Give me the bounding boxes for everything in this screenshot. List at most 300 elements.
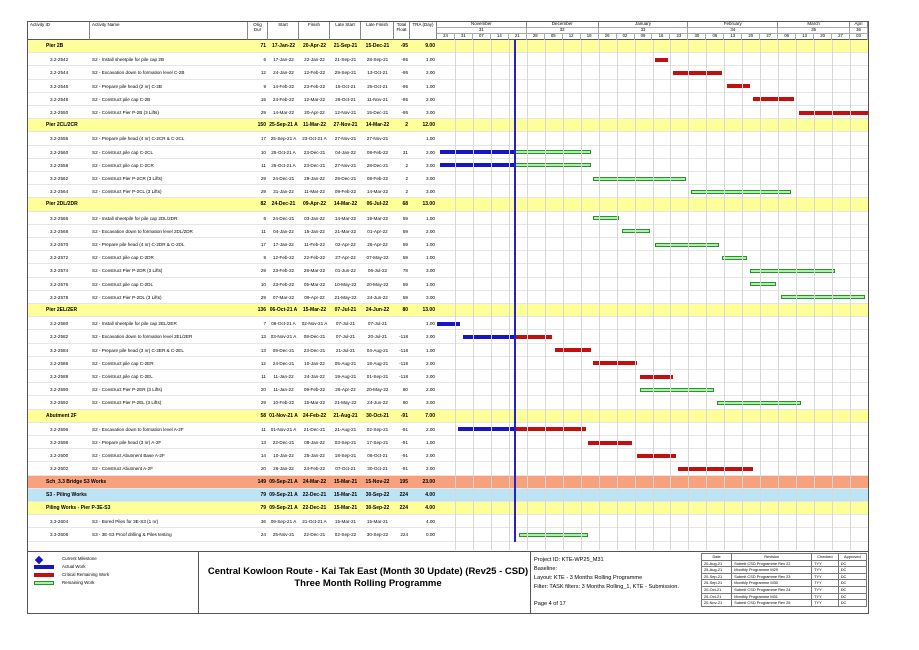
cell-start: 04-Jan-22	[273, 228, 294, 234]
cell-id: Pier 2B	[46, 43, 64, 49]
week-gridline	[724, 40, 725, 550]
col-header-tra[interactable]: TRA (Day)	[410, 22, 437, 40]
cell-tf: 195	[399, 478, 408, 485]
cell-finish: 12-Feb-22	[303, 70, 326, 76]
page-number: Page 4 of 17	[534, 601, 566, 607]
cell-name: S2 - Construct Pier P-2DR (3 Lifts)	[92, 268, 163, 274]
cell-tra: 2.00	[426, 466, 435, 472]
cell-start: 06-Oct-21 A	[271, 321, 296, 327]
cell-ls: 07-Jul-21	[335, 321, 356, 327]
cell-tra: 2.00	[426, 334, 435, 340]
cell-id: Sch_3.3 Bridge S3 Works	[46, 478, 107, 485]
cell-lf: 07-May-22	[366, 255, 389, 261]
cell-name: S2 - Construct Pier P-2CL (3 Lifts)	[92, 189, 162, 195]
cell-finish: 05-Mar-22	[303, 281, 326, 287]
remaining-work-bar[interactable]	[717, 401, 802, 405]
cell-id: 3.2-2568	[50, 228, 69, 234]
cell-ls: 27-Apr-22	[335, 255, 356, 261]
cell-ls: 15-Mar-21	[334, 519, 357, 525]
timeline-day: 13	[724, 34, 742, 40]
cell-id: 3.2-2576	[50, 281, 69, 287]
cell-lf: 30-Sep-22	[365, 505, 390, 511]
cell-finish: 24-Feb-22	[302, 412, 327, 419]
cell-start: 14-Feb-22	[272, 83, 295, 89]
timeline-day: 05	[545, 34, 563, 40]
critical-work-bar[interactable]	[753, 97, 794, 101]
cell-tra: 0.00	[426, 532, 435, 538]
cell-ls: 14-Mar-22	[333, 201, 358, 208]
cell-id: Pier 2CL/2CR	[46, 122, 78, 129]
cell-dur: 12	[260, 360, 266, 366]
cell-name: S2 - Excavation down to formation level 2DL/2DR	[92, 228, 193, 234]
cell-dur: 13	[260, 334, 266, 340]
cell-finish: 22-Dec-21	[302, 505, 327, 511]
layout-label: Layout: KTE - 3 Months Rolling Programme	[534, 575, 643, 581]
revision-row	[702, 580, 867, 587]
critical-work-bar[interactable]	[555, 348, 591, 352]
cell-dur: 29	[260, 268, 266, 274]
week-gridline	[796, 40, 797, 550]
cell-id: Pier 2DL/2DR	[46, 201, 78, 208]
col-header-late-start[interactable]: Late Start	[330, 22, 361, 40]
timeline-day: 19	[581, 34, 599, 40]
timeline-day: 02	[617, 34, 635, 40]
cell-start: 01-Nov-21 A	[270, 426, 297, 432]
col-header-total-float[interactable]: Total Float	[394, 22, 410, 40]
actual-work-bar[interactable]	[463, 335, 514, 339]
critical-work-bar[interactable]	[799, 111, 868, 115]
critical-work-bar[interactable]	[727, 84, 750, 88]
actual-work-swatch	[34, 565, 54, 569]
cell-id: Piling Works - Pier P-3E-S3	[46, 505, 111, 511]
cell-name: S2 - Construct pile cap C-2EL	[92, 374, 153, 379]
actual-work-bar[interactable]	[458, 427, 514, 431]
cell-tf: 59	[402, 281, 408, 287]
week-gridline	[760, 40, 761, 550]
cell-dur: 12	[260, 70, 266, 76]
actual-work-bar[interactable]	[437, 322, 460, 326]
cell-dur: 79	[260, 505, 266, 511]
remaining-work-bar[interactable]	[722, 256, 748, 260]
cell-ls: 21-Mar-22	[334, 228, 357, 234]
legend-remaining-label: Remaining Work	[62, 580, 95, 585]
legend-milestone-label: Current Milestone	[62, 556, 97, 561]
cell-tra: 3.00	[426, 110, 435, 115]
cell-finish: 24-Feb-22	[303, 466, 326, 472]
remaining-work-bar[interactable]	[750, 269, 835, 273]
cell-name: S2 - Prepare pile head (4 nr) C-2DR & C-2DL	[92, 242, 185, 247]
cell-lf: 13-Oct-21	[367, 70, 388, 76]
cell-finish: 11-Mar-22	[302, 122, 327, 129]
cell-id: S3 - Piling Works	[46, 491, 87, 498]
cell-tf	[394, 132, 410, 145]
cell-ls: 04-Jan-22	[335, 149, 356, 155]
cell-tf: 59	[402, 255, 408, 261]
cell-start: 01-Nov-21 A	[269, 412, 298, 419]
revision-cell: DC	[838, 593, 866, 600]
cell-tra: 1.00	[426, 215, 435, 221]
cell-tf: -95	[401, 110, 408, 115]
cell-finish: 09-Feb-22	[303, 387, 326, 393]
critical-work-bar[interactable]	[514, 335, 552, 339]
cell-start: 09-Sep-21 A	[269, 478, 298, 485]
cell-ls: 29-Sep-21	[334, 70, 357, 76]
critical-work-bar[interactable]	[588, 441, 632, 445]
timeline-week-number: 35	[778, 28, 850, 34]
cell-lf: 17-Sep-21	[366, 440, 389, 445]
cell-start: 25-Sep-21 A	[269, 122, 298, 129]
critical-work-bar[interactable]	[640, 375, 673, 379]
timeline-day: 27	[760, 34, 778, 40]
cell-tf: -95	[401, 57, 408, 63]
cell-name: S2 - Construct Pier P-2ER (3 Lifts)	[92, 387, 163, 393]
revision-header-cell: Approved	[838, 554, 866, 561]
cell-tra: 1.00	[426, 440, 435, 445]
cell-start: 25-Sep-21 A	[270, 136, 297, 142]
cell-tra: 9.00	[425, 43, 435, 49]
revision-row	[702, 586, 867, 593]
cell-lf: 14-Mar-22	[365, 122, 390, 129]
remaining-work-bar[interactable]	[593, 177, 685, 181]
revision-cell: 25-Aug-21	[702, 567, 732, 574]
revision-cell: TYY	[812, 600, 839, 607]
col-header-activity-name[interactable]: Activity Name	[90, 22, 248, 40]
week-gridline	[814, 40, 815, 550]
cell-tf: 59	[402, 228, 408, 234]
legend-critical-label: Critical Remaining Work	[62, 572, 110, 577]
cell-tf: 80	[402, 387, 408, 393]
cell-ls: 26-Oct-21	[335, 96, 356, 102]
cell-tra: 13.00	[422, 201, 435, 208]
cell-ls: 15-Oct-21	[335, 83, 356, 89]
cell-start: 06-Oct-21 A	[269, 307, 298, 313]
cell-finish: 23-Dec-21	[303, 347, 326, 353]
cell-tra: 3.00	[426, 162, 435, 168]
cell-finish: 09-Apr-22	[304, 294, 325, 300]
cell-start: 17-Jan-22	[273, 57, 294, 63]
cell-tf: 59	[402, 215, 408, 221]
timeline-month: December	[527, 22, 599, 28]
cell-id: 3.2-2562	[50, 176, 69, 181]
cell-dur: 11	[261, 162, 266, 168]
remaining-work-bar[interactable]	[622, 229, 650, 233]
cell-tra: 1.00	[426, 242, 435, 247]
cell-name: S2 - Construct pile cap C-2B	[92, 96, 151, 102]
cell-ls: 21-May-22	[334, 294, 357, 300]
cell-finish: 08-Dec-21	[303, 334, 326, 340]
cell-dur: 13	[260, 347, 266, 353]
timeline-day: 20	[814, 34, 832, 40]
cell-dur: 82	[260, 201, 266, 208]
week-gridline	[527, 40, 528, 550]
cell-name: S2 - Prepare pile head (4 nr) C-2CR & C-2CL	[92, 136, 185, 142]
remaining-work-bar[interactable]	[514, 150, 591, 154]
cell-name: S2 - Excavation down to formation level 2EL/2ER	[92, 334, 193, 340]
revision-cell: Submit CSD Programme Rev 23	[732, 573, 812, 580]
actual-work-bar[interactable]	[440, 163, 514, 167]
critical-work-bar[interactable]	[593, 361, 637, 365]
critical-work-bar[interactable]	[655, 58, 668, 62]
cell-start: 26-Jan-22	[273, 466, 294, 472]
cell-name: S2 - Construct Pier P-2B (3 Lifts)	[92, 110, 159, 115]
cell-dur: 20	[260, 466, 266, 472]
cell-id: 3.2-2546	[50, 83, 69, 89]
cell-ls: 02-Apr-22	[335, 242, 356, 247]
cell-start: 09-Dec-21	[272, 347, 295, 353]
cell-tf: -91	[401, 440, 408, 445]
cell-tra: 1.00	[426, 136, 435, 142]
cell-finish: 21-Oct-21 A	[302, 519, 327, 525]
week-gridline	[688, 40, 689, 550]
cell-lf: 30-Oct-21	[366, 412, 389, 419]
cell-name: S2 - Construct Abutment A-2F	[92, 466, 154, 472]
cell-tf: -118	[399, 334, 408, 340]
revision-cell: 20-Aug-21	[702, 560, 732, 567]
week-gridline	[563, 40, 564, 550]
col-header-finish[interactable]: Finish	[299, 22, 330, 40]
cell-start: 31-Jan-22	[273, 189, 294, 195]
cell-lf: 07-Jul-21	[367, 321, 388, 327]
cell-finish: 11-Feb-22	[304, 242, 325, 247]
cell-id: 3.2-2560	[50, 149, 69, 155]
revision-cell: DC	[838, 560, 866, 567]
revision-cell: Submit CSD Programme Rev 24	[732, 586, 812, 593]
cell-dur: 17	[260, 242, 266, 247]
cell-tf: 224	[399, 491, 408, 498]
cell-tra: 2.00	[426, 360, 435, 366]
timeline-day: 20	[742, 34, 760, 40]
cell-tra: 3.00	[426, 176, 435, 181]
cell-ls: 21-Aug-21	[333, 412, 358, 419]
cell-lf: 24-Jun-22	[367, 294, 388, 300]
cell-tra: 2.00	[426, 426, 435, 432]
cell-finish: 03-Jan-22	[304, 215, 325, 221]
cell-start: 11-Jan-22	[273, 374, 294, 379]
cell-lf: 08-Feb-22	[366, 176, 389, 181]
cell-ls: 07-Jul-21	[334, 307, 357, 313]
cell-tra: 3.00	[426, 400, 435, 406]
timeline-header	[437, 22, 868, 40]
cell-start: 25-Oct-21 A	[271, 149, 296, 155]
col-header-late-finish[interactable]: Late Finish	[361, 22, 394, 40]
cell-finish: 23-Feb-22	[303, 83, 326, 89]
cell-dur: 29	[260, 294, 266, 300]
cell-id: 3.2-2570	[50, 242, 69, 247]
timeline-month: March	[778, 22, 850, 28]
week-gridline	[850, 40, 851, 550]
timeline-day: 30	[688, 34, 706, 40]
cell-id: Abutment 2F	[46, 412, 77, 419]
cell-dur: 10	[260, 281, 266, 287]
cell-dur: 9	[263, 255, 266, 261]
cell-start: 23-Feb-22	[272, 268, 295, 274]
milestone-legend-icon	[35, 556, 43, 564]
cell-start: 24-Jan-22	[273, 70, 294, 76]
cell-tra: 4.00	[425, 505, 435, 511]
cell-dur: 7	[263, 321, 266, 327]
cell-id: 3.3-2604	[50, 519, 69, 525]
week-gridline	[509, 40, 510, 550]
remaining-work-bar[interactable]	[781, 295, 866, 299]
cell-ls: 07-Oct-21	[335, 466, 356, 472]
cell-dur: 15	[260, 96, 266, 102]
cell-start: 24-Feb-22	[272, 96, 295, 102]
revision-table	[701, 553, 867, 607]
revision-cell: DC	[838, 567, 866, 574]
week-gridline	[635, 40, 636, 550]
cell-finish: 20-Apr-22	[304, 110, 325, 115]
cell-tra: 12.00	[422, 122, 435, 129]
remaining-work-bar[interactable]	[593, 216, 619, 220]
cell-lf: 27-Nov-21	[366, 136, 389, 142]
revision-cell: DC	[838, 573, 866, 580]
critical-work-bar[interactable]	[514, 427, 586, 431]
cell-id: 3.2-2590	[50, 387, 69, 393]
cell-dur: 11	[261, 228, 266, 234]
critical-work-swatch	[34, 573, 54, 577]
revision-cell: DC	[838, 586, 866, 593]
revision-cell: DC	[838, 580, 866, 587]
cell-tf: 80	[402, 400, 408, 406]
revision-cell: TYY	[812, 560, 839, 567]
cell-tf: -118	[399, 360, 408, 366]
cell-start: 17-Jan-22	[273, 242, 294, 247]
cell-finish: 23-Oct-21 A	[302, 136, 327, 142]
week-gridline	[455, 40, 456, 550]
week-gridline	[617, 40, 618, 550]
cell-dur: 24	[260, 532, 266, 538]
cell-dur: 136	[257, 307, 266, 313]
cell-lf: 30-Sep-22	[366, 532, 389, 538]
cell-dur: 79	[260, 491, 266, 498]
cell-id: 3.2-2600	[50, 453, 69, 459]
cell-name: S2 - Construct pile cap C-2CR	[92, 162, 154, 168]
timeline-day: 28	[527, 34, 545, 40]
cell-tra: 1.00	[426, 321, 435, 327]
revision-cell: TYY	[812, 567, 839, 574]
cell-name: S3 - 3E-S3 Proof drilling & Piles testing	[92, 532, 172, 538]
legend-actual-label: Actual Work	[62, 564, 86, 569]
timeline-week-number: 34	[688, 28, 778, 34]
remaining-work-bar[interactable]	[655, 243, 719, 247]
cell-lf: 06-Jul-22	[366, 201, 389, 208]
cell-tf: -95	[401, 96, 408, 102]
filter-label: Filter: TASK filters: 3 Months Rolling_1, KTE - Submission.	[534, 584, 679, 590]
cell-id: 3.2-2556	[50, 136, 69, 142]
cell-tf: 59	[402, 294, 408, 300]
remaining-work-bar[interactable]	[640, 388, 714, 392]
cell-finish: 20-Apr-22	[302, 43, 327, 49]
cell-lf: 30-Sep-22	[365, 491, 390, 498]
cell-name: S2 - Prepare pile head (2 nr) C-2B	[92, 83, 162, 89]
week-gridline	[706, 40, 707, 550]
cell-lf: 11-Nov-21	[366, 96, 389, 102]
revision-cell: TYY	[812, 573, 839, 580]
cell-tra: 2.00	[426, 149, 435, 155]
remaining-work-bar[interactable]	[519, 533, 588, 537]
cell-lf: 06-Jul-22	[367, 268, 388, 274]
timeline-day: 24	[437, 34, 455, 40]
cell-tra: 1.00	[426, 281, 435, 287]
remaining-work-bar[interactable]	[514, 163, 591, 167]
revision-cell: DC	[838, 600, 866, 607]
cell-lf: 24-Jun-22	[365, 307, 390, 313]
cell-id: 3.2-2574	[50, 268, 69, 274]
cell-dur: 11	[261, 426, 266, 432]
week-gridline	[653, 40, 654, 550]
col-header-activity-id[interactable]: Activity ID	[28, 22, 90, 40]
cell-dur: 149	[257, 478, 266, 485]
col-header-start[interactable]: Start	[268, 22, 299, 40]
cell-ls: 21-Aug-21	[334, 426, 357, 432]
col-header-orig-dur[interactable]: Orig Dur	[248, 22, 268, 40]
cell-ls: 15-Mar-21	[333, 505, 358, 511]
cell-start: 09-Sep-21 A	[269, 505, 298, 511]
cell-name: S2 - Construct Pier P-2DL (3 Lifts)	[92, 294, 162, 300]
cell-name: S2 - Construct pile cap C-2CL	[92, 149, 154, 155]
cell-id: 3.2-2592	[50, 400, 69, 406]
remaining-work-bar[interactable]	[750, 282, 776, 286]
revision-header-row	[702, 554, 867, 561]
cell-start: 24-Dec-21	[272, 176, 295, 181]
cell-ls: 15-Mar-21	[333, 491, 358, 498]
cell-id: 3.2-2550	[50, 110, 69, 115]
timeline-day: 03	[850, 34, 868, 40]
cell-lf: 20-May-22	[366, 387, 389, 393]
timeline-day: 31	[455, 34, 473, 40]
cell-dur: 11	[261, 374, 266, 379]
cell-dur: 29	[260, 176, 266, 181]
cell-start: 17-Jan-22	[271, 43, 296, 49]
cell-tf: 78	[402, 268, 408, 274]
cell-name: S2 - Excavation down to formation level A-2F	[92, 426, 184, 432]
cell-tf: 80	[402, 307, 408, 313]
cell-ls: 12-Nov-21	[334, 110, 357, 115]
cell-dur: 36	[260, 519, 266, 525]
revision-row	[702, 573, 867, 580]
cell-lf: 14-Mar-22	[366, 189, 389, 195]
cell-tra: 13.00	[422, 307, 435, 313]
week-gridline	[491, 40, 492, 550]
revision-cell: 20-Sep-21	[702, 573, 732, 580]
timeline-day: 12	[563, 34, 581, 40]
cell-ls: 26-Apr-22	[335, 387, 356, 393]
cell-ls: 21-Jul-21	[335, 347, 356, 353]
timeline-month: November	[437, 22, 527, 28]
cell-start: 07-Mar-22	[272, 294, 295, 300]
timeline-week-number: 33	[599, 28, 689, 34]
cell-lf: 02-Sep-21	[366, 426, 389, 432]
cell-lf: 28-Dec-21	[366, 162, 389, 168]
timeline-day: 27	[832, 34, 850, 40]
revision-cell: Monthly Programme M29	[732, 567, 812, 574]
critical-work-bar[interactable]	[673, 71, 722, 75]
cell-tra: 2.00	[426, 453, 435, 459]
cell-id: 3.2-2542	[50, 57, 69, 63]
cell-start: 03-Nov-21 A	[270, 334, 297, 340]
cell-dur: 20	[260, 387, 266, 393]
cell-id: 3.2-2564	[50, 189, 69, 195]
revision-header-cell: Checked	[812, 554, 839, 561]
cell-ls: 29-Dec-21	[334, 176, 357, 181]
cell-tra: 2.00	[426, 228, 435, 234]
cell-tf: 68	[402, 201, 408, 208]
cell-name: S2 - Construct Pier P-2CR (3 Lifts)	[92, 176, 163, 181]
actual-work-bar[interactable]	[440, 150, 514, 154]
cell-id: 3.2-2548	[50, 96, 69, 102]
cell-finish: 24-Mar-22	[302, 478, 327, 485]
revision-cell: Monthly Programme M31	[732, 593, 812, 600]
